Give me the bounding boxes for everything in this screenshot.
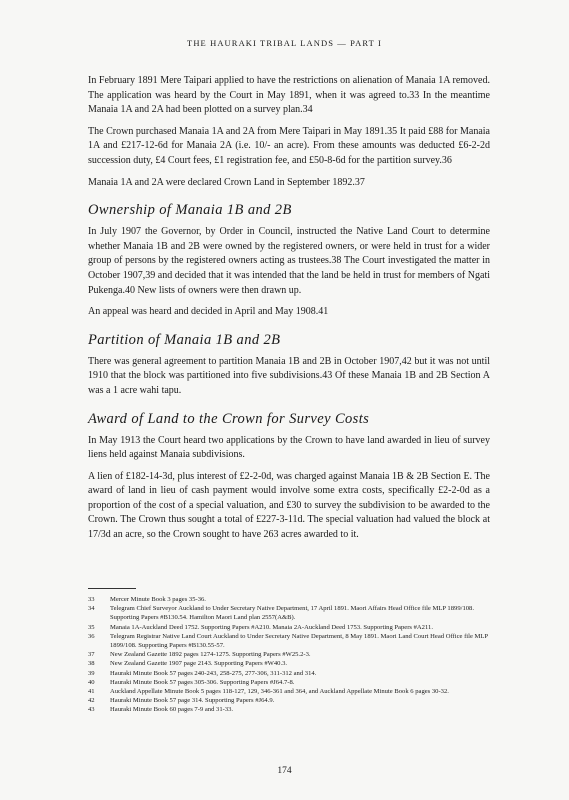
footnote-number: 37 — [88, 651, 95, 659]
footnote-text: Mercer Minute Book 3 pages 35-36. — [110, 596, 206, 603]
footnote — [88, 687, 492, 696]
footnote-text: New Zealand Gazette 1892 pages 1274-1275. Supporting Papers #W25.2-3. — [110, 651, 311, 659]
footnote — [88, 678, 492, 687]
footnote — [88, 669, 492, 678]
footnote-divider — [88, 588, 136, 589]
footnote — [88, 696, 492, 705]
section-heading-partition: Partition of Manaia 1B and 2B — [88, 331, 281, 348]
footnote-text: Hauraki Minute Book 57 pages 240-243, 258-275, 277-306, 311-312 and 314. — [110, 669, 317, 677]
footnote-text: Telegram Registrar Native Land Court Auckland to Under Secretary Native Department, 8 May 1891. Maori Land Court Head Office file MLP 1899/108. Supporting Papers #B130.55-57. — [110, 632, 488, 650]
footnote-text: New Zealand Gazette 1907 page 2143. Supporting Papers #W40.3. — [110, 660, 288, 668]
footnote-number: 35 — [88, 623, 95, 631]
footnotes — [88, 595, 492, 715]
paragraph: An appeal was heard and decided in April and May 1908.41 — [88, 306, 329, 318]
paragraph: In May 1913 the Court heard two applications by the Crown to have land awarded in lieu of survey liens held against Manaia subdivisions. — [88, 434, 490, 461]
footnote-number: 39 — [88, 669, 95, 677]
page-number: 174 — [277, 766, 292, 776]
footnote-text: Hauraki Minute Book 57 page 314. Supporting Papers #J64.9. — [110, 697, 275, 705]
footnote-number: 40 — [88, 678, 95, 686]
footnote-text: Telegram Chief Surveyor Auckland to Under Secretary Native Department, 17 April 1891. Maori Affairs Head Office file MLP 1899/108. Supporting Papers #B130.54. Hamilton Maori Land plan 2557(A&B). — [110, 605, 474, 622]
footnote-number: 33 — [88, 596, 95, 603]
footnote — [88, 705, 492, 714]
footnote-text: Auckland Appellate Minute Book 5 pages 118-127, 129, 346-361 and 364, and Auckland Appellate Minute Book 6 pages 30-32. — [110, 688, 449, 696]
paragraph: A lien of £182-14-3d, plus interest of £2-2-0d, was charged against Manaia 1B & 2B Section E. The award of land in lieu of cash payment would involve some extra costs, specifically £2-2-0d as a proportion of the cost of a special valuation, and £30 to survey the subdivision to be awarded to the Crown. The Crown thus sought a total of £227-3-11d. The special valuation had valued the block at 17/3d an acre, so the Crown sought to have 263 acres awarded to it. — [88, 470, 490, 541]
footnote-number: 38 — [88, 660, 95, 668]
footnote — [88, 659, 492, 668]
body-text — [88, 74, 490, 550]
footnote-text: Hauraki Minute Book 60 pages 7-9 and 31-33. — [110, 706, 234, 714]
footnote-number: 41 — [88, 688, 95, 696]
footnote — [88, 604, 492, 622]
paragraph: In July 1907 the Governor, by Order in Council, instructed the Native Land Court to determine whether Manaia 1B and 2B were owned by the registered owners, or were held in trust for a wider group of persons by the registered owners acting as trustees.38 The Court investigated the matter in October 1907,39 and decided that it was intended that the land be held in trust for members of Ngati Pukenga.40 New lists of owners were then drawn up. — [88, 226, 490, 296]
paragraph: Manaia 1A and 2A were declared Crown Land in September 1892.37 — [88, 176, 365, 188]
footnote-text: Hauraki Minute Book 57 pages 305-306. Supporting Papers #J64.7-8. — [110, 678, 295, 686]
paragraph: There was general agreement to partition Manaia 1B and 2B in October 1907,42 but it was not until 1910 that the block was partitioned into five subdivisions.43 Of these Manaia 1B and 2B Section A was a 1 acre wahi tapu. — [88, 355, 490, 396]
paragraph: The Crown purchased Manaia 1A and 2A from Mere Taipari in May 1891.35 It paid £88 for Manaia 1A and £217-12-6d for Manaia 2A (i.e. 10/- an acre). From these amounts was deducted £6-2-2d succession duty, £4 Court fees, £1 registration fee, and £50-8-6d for the partition survey.36 — [88, 125, 490, 166]
footnote — [88, 595, 492, 604]
footnote-number: 36 — [88, 632, 95, 640]
footnote — [88, 632, 492, 650]
footnote-number: 42 — [88, 697, 95, 705]
running-title: THE HAURAKI TRIBAL LANDS — PART I — [187, 38, 382, 48]
footnote — [88, 623, 492, 632]
section-heading-ownership: Ownership of Manaia 1B and 2B — [88, 202, 292, 219]
footnote — [88, 650, 492, 659]
footnote-number: 34 — [88, 605, 95, 613]
footnote-text: Manaia 1A-Auckland Deed 1752. Supporting Papers #A210. Manaia 2A-Auckland Deed 1753. Supporting Papers #A211. — [110, 623, 433, 631]
paragraph: In February 1891 Mere Taipari applied to have the restrictions on alienation of Manaia 1A removed. The application was heard by the Court in May 1891, when it was agreed to.33 In the meantime Manaia 1A and 2A had been plotted on a survey plan.34 — [88, 75, 490, 116]
section-heading-award: Award of Land to the Crown for Survey Costs — [88, 410, 370, 427]
footnote-number: 43 — [88, 706, 95, 714]
